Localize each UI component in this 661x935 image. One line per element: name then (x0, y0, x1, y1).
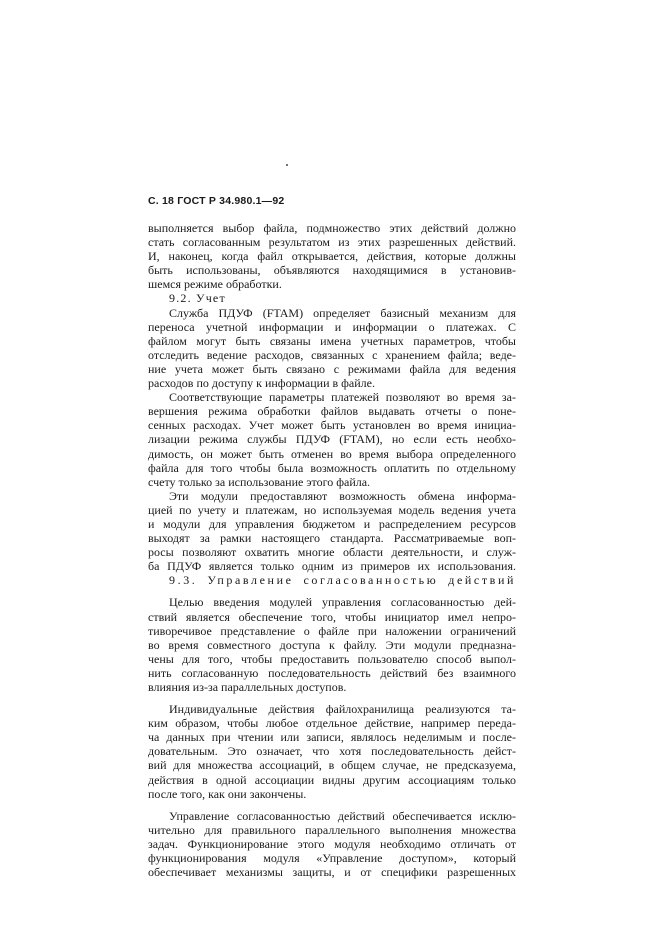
text-line: росы позволяют охватить многие области деятельности, и служ- (148, 545, 516, 560)
text-line: нить согласованную последовательность действий без взаимного (148, 665, 516, 680)
text-line: отследить ведение расходов, связанных с хранением файла; веде- (148, 347, 516, 362)
stray-dot (286, 164, 288, 166)
text-line: выходят за рамки настоящего стандарта. Рассматриваемые воп- (148, 531, 516, 546)
text-line: переноса учетной информации и информации о платежах. С (148, 319, 516, 334)
text-line: Целью введения модулей управления согласованностью дей- (169, 595, 516, 610)
text-line: Служба ПДУФ (FTAM) определяет базисный механизм для (169, 305, 516, 320)
text-line: сенных расходах. Учет может быть установлен во время инициа- (148, 418, 516, 433)
text-line: димость, он может быть отменен во время выбора определенного (148, 446, 516, 461)
text-line: лизации режима службы ПДУФ (FTAM), но если есть необхо- (148, 432, 516, 447)
text-line: тиворечивое представление о файле при наложении ограничений (148, 623, 516, 638)
text-line: Управление согласованностью действий обеспечивается исклю- (169, 808, 516, 823)
spacer (148, 694, 516, 702)
text-line: ствий является обеспечение того, чтобы инициатор имел непро- (148, 609, 516, 624)
text-line: выполняется выбор файла, подмножество этих действий должно (148, 221, 516, 235)
text-line: шемся режиме обработки. (148, 277, 282, 292)
text-line: файлом могут быть связаны имена учетных параметров, чтобы (148, 333, 516, 348)
page-header: С. 18 ГОСТ Р 34.980.1—92 (148, 195, 285, 207)
text-line: обеспечивает механизмы защиты, и от специфики разрешенных (148, 865, 516, 880)
text-line: стать согласованным результатом из этих разрешенных действий. (148, 235, 516, 250)
text-line: и модули для управления бюджетом и распределением ресурсов (148, 516, 516, 531)
text-line: влияния из-за параллельных доступов. (148, 680, 347, 694)
spacer (148, 801, 516, 809)
text-line: вий для множества ассоциаций, в общем случае, не предсказуема, (148, 758, 516, 773)
text-line: ча данных при чтении или записи, являлось неделимым и после- (148, 730, 516, 745)
text-line: Индивидуальные действия файлохранилища реализуются та- (169, 702, 516, 717)
spacer (148, 587, 516, 595)
text-line: Эти модули предоставляют возможность обмена информа- (169, 488, 516, 503)
text-line: счету только за использование этого файла. (148, 474, 371, 489)
text-line: функционирования модуля «Управление доступом», который (148, 851, 516, 866)
text-line: задач. Функционирование этого модуля необходимо отличать от (148, 836, 516, 851)
text-line: чительно для правильного параллельного выполнения множества (148, 822, 516, 837)
text-line: расходов по доступу к информации в файле. (148, 376, 375, 391)
text-line: ким образом, чтобы любое отдельное действие, например переда- (148, 716, 516, 731)
text-line: вершения режима обработки файлов выдавать отчеты о поне- (148, 404, 516, 419)
text-line: чены для того, чтобы предоставить пользователю способ выпол- (148, 651, 516, 666)
text-line: ба ПДУФ является только одним из примеров их использования. (148, 559, 516, 574)
text-line: И, наконец, когда файл открывается, действия, которые должны (148, 249, 516, 264)
section-heading-9-3: 9.3. Управление согласованностью действий (169, 573, 516, 588)
text-line: ние учета может быть связано с режимами файла для ведения (148, 361, 516, 376)
body-text (148, 221, 516, 879)
text-line: после того, как они закончены. (148, 786, 307, 801)
text-line: во время совместного доступа к файлу. Эти модули предназна- (148, 637, 516, 652)
text-line: файла для того чтобы была возможность оплатить по отдельному (148, 460, 516, 475)
section-heading-9-2: 9.2. Учет (169, 291, 226, 306)
text-line: Соответствующие параметры платежей позволяют во время за- (169, 390, 516, 405)
text-line: действия в одной ассоциации видны другим ассоциациям только (148, 772, 516, 787)
text-line: довательным. Это означает, что хотя последовательность дейст- (148, 744, 516, 759)
text-line: цией по учету и платежам, но используемая модель ведения учета (148, 502, 516, 517)
text-line: быть использованы, объявляются находящимися в установив- (148, 263, 516, 278)
